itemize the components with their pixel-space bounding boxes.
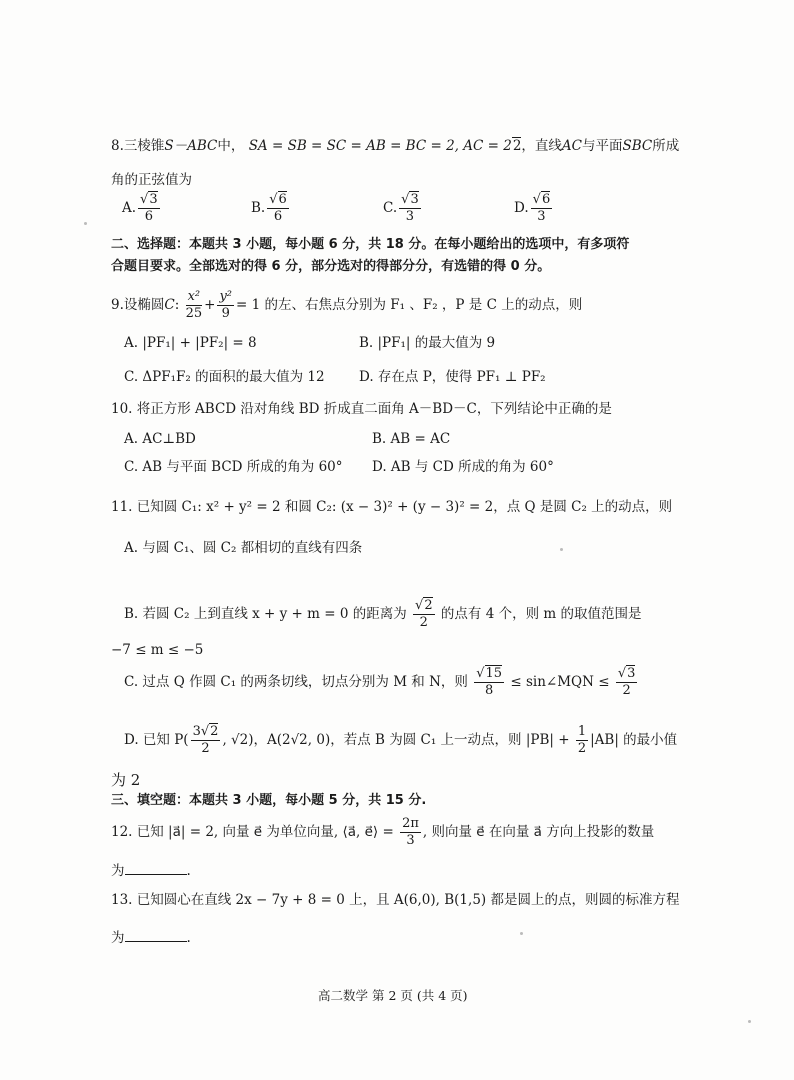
section2-heading-line2: 合题目要求。全部选对的得 6 分，部分选对的得部分分，有选错的得 0 分。 [111,259,551,274]
q8-option-d: D. $\frac{√6}{3}$ [514,192,551,224]
q10-option-c: C. AB 与平面 BCD 所成的角为 60° [124,459,343,475]
q13-answer-line: 为 . [111,930,191,946]
q11-option-a: A. 与圆 C₁、圆 C₂ 都相切的直线有四条 [124,540,363,556]
q9-option-c: C. ΔPF₁F₂ 的面积的最大值为 12 [124,369,325,385]
scan-speck [84,222,87,225]
q13-answer-blank[interactable] [125,929,187,942]
scan-speck [560,548,563,551]
scan-speck [520,932,523,935]
scan-speck [748,1020,751,1023]
q8-option-c: C. $\frac{√3}{3}$ [383,192,419,224]
q8-option-b: B. $\frac{√6}{6}$ [251,192,287,224]
q11-stem: 11. 已知圆 C₁: x² + y² = 2 和圆 C₂: (x − 3)² + (y − 3)² = 2，点 Q 是圆 C₂ 上的动点，则 [111,499,673,515]
q12-answer-blank[interactable] [125,862,187,875]
q8-line2: 角的正弦值为 [111,172,192,188]
q11-option-b-range: −7 ≤ m ≤ −5 [111,642,204,658]
q9-option-b: B. |PF₁| 的最大值为 9 [359,335,496,351]
q10-option-d: D. AB 与 CD 所成的角为 60° [372,459,554,475]
q13-stem: 13. 已知圆心在直线 2x − 7y + 8 = 0 上，且 A(6,0), B(1,5) 都是圆上的点，则圆的标准方程 [111,892,680,908]
page-footer: 高二数学 第 2 页 (共 4 页) [318,988,468,1003]
q9-option-a: A. |PF₁| + |PF₂| = 8 [124,335,257,351]
q11-option-b: B. 若圆 C₂ 上到直线 x + y + m = 0 的距离为 $\frac{√2}{2}$ 的点有 4 个，则 m 的取值范围是 [124,598,642,630]
q10-option-a: A. AC⊥BD [124,431,196,447]
section3-heading: 三、填空题：本题共 3 小题，每小题 5 分，共 15 分. [111,793,427,808]
q12-answer-line: 为 . [111,863,191,879]
q11-option-c: C. 过点 Q 作圆 C₁ 的两条切线，切点分别为 M 和 N，则 $\frac{√15}{8}$ ≤ sin∠MQN ≤ $\frac{√3}{2}$ [124,666,636,698]
q10-stem: 10. 将正方形 ABCD 沿对角线 BD 折成直二面角 A－BD－C，下列结论中正确的是 [111,401,612,417]
q10-option-b: B. AB = AC [372,431,451,447]
q9-stem: 9.设椭圆C: $\frac{\text{x²}}{25}$ + $\frac{\text{y²}}{9}$ = 1 的左、右焦点分别为 F₁ 、F₂ ，P 是 C 上的动点，则 [111,289,583,321]
q8-option-a: A. $\frac{√3}{6}$ [122,192,158,224]
q12-stem: 12. 已知 |a⃗| = 2, 向量 e⃗ 为单位向量, ⟨a⃗, e⃗⟩ = $\frac{2\pi}{3}$ , 则向量 e⃗ 在向量 a⃗ 方向上投影的数量 [111,816,655,848]
section2-heading-line1: 二、选择题：本题共 3 小题，每小题 6 分，共 18 分。在每小题给出的选项中，有多项符 [111,237,630,252]
q9-option-d: D. 存在点 P，使得 PF₁ ⊥ PF₂ [359,369,546,385]
q8-line1: 8.三棱锥S－ABC中， SA = SB = SC = AB = BC = 2, AC = 22，直线AC与平面SBC所成 [111,138,680,154]
q11-option-d: D. 已知 P( $\frac{3√2}{2}$ , √2)，A(2√2, 0)，若点 B 为圆 C₁ 上一动点，则 |PB| + $\frac{1}{2}$ |AB| 的最小值 [124,724,678,756]
q11-option-d-end: 为 2 [111,771,141,789]
